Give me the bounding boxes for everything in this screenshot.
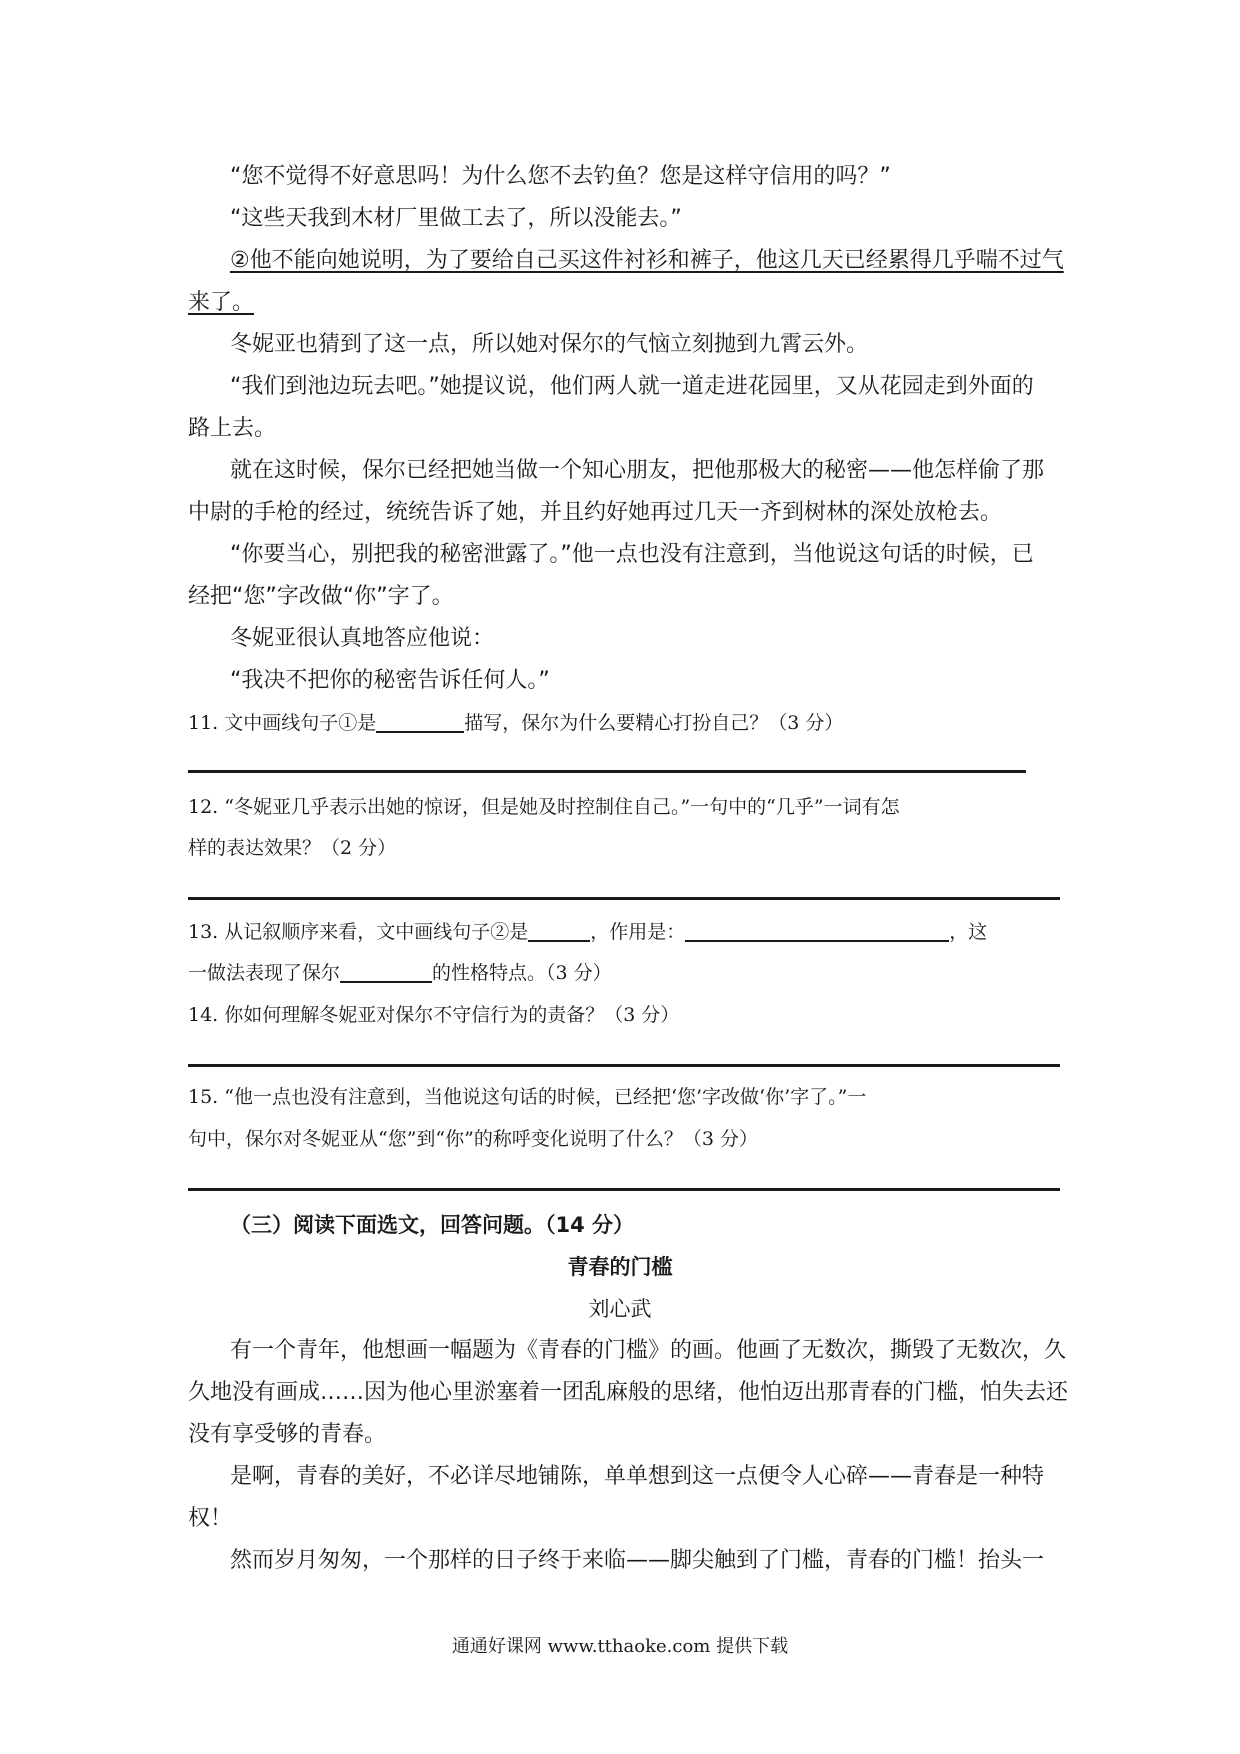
answer-line[interactable]: [188, 1064, 1060, 1067]
page-footer: 通通好课网 www.tthaoke.com 提供下载: [451, 1636, 789, 1657]
passage-paragraph-cont: 路上去。: [188, 416, 277, 441]
passage-paragraph: “你要当心，别把我的秘密泄露了。”他一点也没有注意到，当他说这句话的时候，已: [230, 542, 1034, 567]
article-paragraph: 是啊，青春的美好，不必详尽地铺陈，单单想到这一点便令人心碎——青春是一种特: [230, 1464, 1045, 1489]
passage-paragraph: “您不觉得不好意思吗！为什么您不去钓鱼？您是这样守信用的吗？”: [230, 164, 891, 189]
question-14: 14. 你如何理解冬妮亚对保尔不守信行为的责备？（3 分）: [188, 1004, 680, 1026]
underlined-sentence-2-cont: 来了。: [188, 290, 255, 315]
passage-paragraph: “我决不把你的秘密告诉任何人。”: [230, 668, 550, 693]
question-15: 15. “他一点也没有注意到，当他说这句话的时候，已经把‘您’字改做‘你’字了。”一: [188, 1086, 867, 1108]
answer-line[interactable]: [188, 897, 1060, 900]
answer-blank[interactable]: [528, 918, 590, 942]
question-12-cont: 样的表达效果？（2 分）: [188, 837, 397, 859]
question-13: 13. 从记叙顺序来看，文中画线句子②是 ，作用是： ，这: [188, 917, 987, 947]
article-author: 刘心武: [588, 1297, 652, 1321]
passage-paragraph: 冬妮亚很认真地答应他说：: [230, 626, 495, 651]
question-15-cont: 句中，保尔对冬妮亚从“您”到“你”的称呼变化说明了什么？（3 分）: [188, 1128, 758, 1150]
answer-blank[interactable]: [376, 709, 464, 733]
article-paragraph-cont: 权！: [188, 1506, 233, 1531]
answer-line[interactable]: [188, 1188, 1060, 1191]
article-paragraph: 有一个青年，他想画一幅题为《青春的门槛》的画。他画了无数次，撕毁了无数次，久: [230, 1338, 1067, 1363]
article-title: 青春的门槛: [567, 1255, 673, 1279]
section-heading: （三）阅读下面选文，回答问题。（14 分）: [230, 1213, 635, 1237]
passage-paragraph: “我们到池边玩去吧。”她提议说，他们两人就一道走进花园里，又从花园走到外面的: [230, 374, 1034, 399]
passage-paragraph: 冬妮亚也猜到了这一点，所以她对保尔的气恼立刻抛到九霄云外。: [230, 332, 869, 357]
passage-paragraph-cont: 经把“您”字改做“你”字了。: [188, 584, 454, 609]
question-11: 11. 文中画线句子①是 描写，保尔为什么要精心打扮自己？（3 分）: [188, 708, 843, 738]
article-paragraph-cont: 久地没有画成……因为他心里淤塞着一团乱麻般的思绪，他怕迈出那青春的门槛，怕失去还: [188, 1380, 1069, 1405]
answer-line[interactable]: [188, 770, 1026, 773]
article-paragraph-cont: 没有享受够的青春。: [188, 1422, 387, 1447]
passage-paragraph-cont: 中尉的手枪的经过，统统告诉了她，并且约好她再过几天一齐到树林的深处放枪去。: [188, 500, 1003, 525]
answer-blank[interactable]: [685, 918, 949, 942]
passage-paragraph: 就在这时候，保尔已经把她当做一个知心朋友，把他那极大的秘密——他怎样偷了那: [230, 458, 1045, 483]
passage-paragraph: “这些天我到木材厂里做工去了，所以没能去。”: [230, 206, 682, 231]
answer-blank[interactable]: [340, 959, 432, 983]
question-12: 12. “冬妮亚几乎表示出她的惊讶，但是她及时控制住自己。”一句中的“几乎”一词有怎: [188, 796, 900, 818]
article-paragraph: 然而岁月匆匆，一个那样的日子终于来临——脚尖触到了门槛，青春的门槛！抬头一: [230, 1548, 1045, 1573]
underlined-sentence-2: ②他不能向她说明，为了要给自己买这件衬衫和裤子，他这几天已经累得几乎喘不过气: [230, 248, 1064, 273]
question-13-cont: 一做法表现了保尔 的性格特点。（3 分）: [188, 958, 612, 988]
